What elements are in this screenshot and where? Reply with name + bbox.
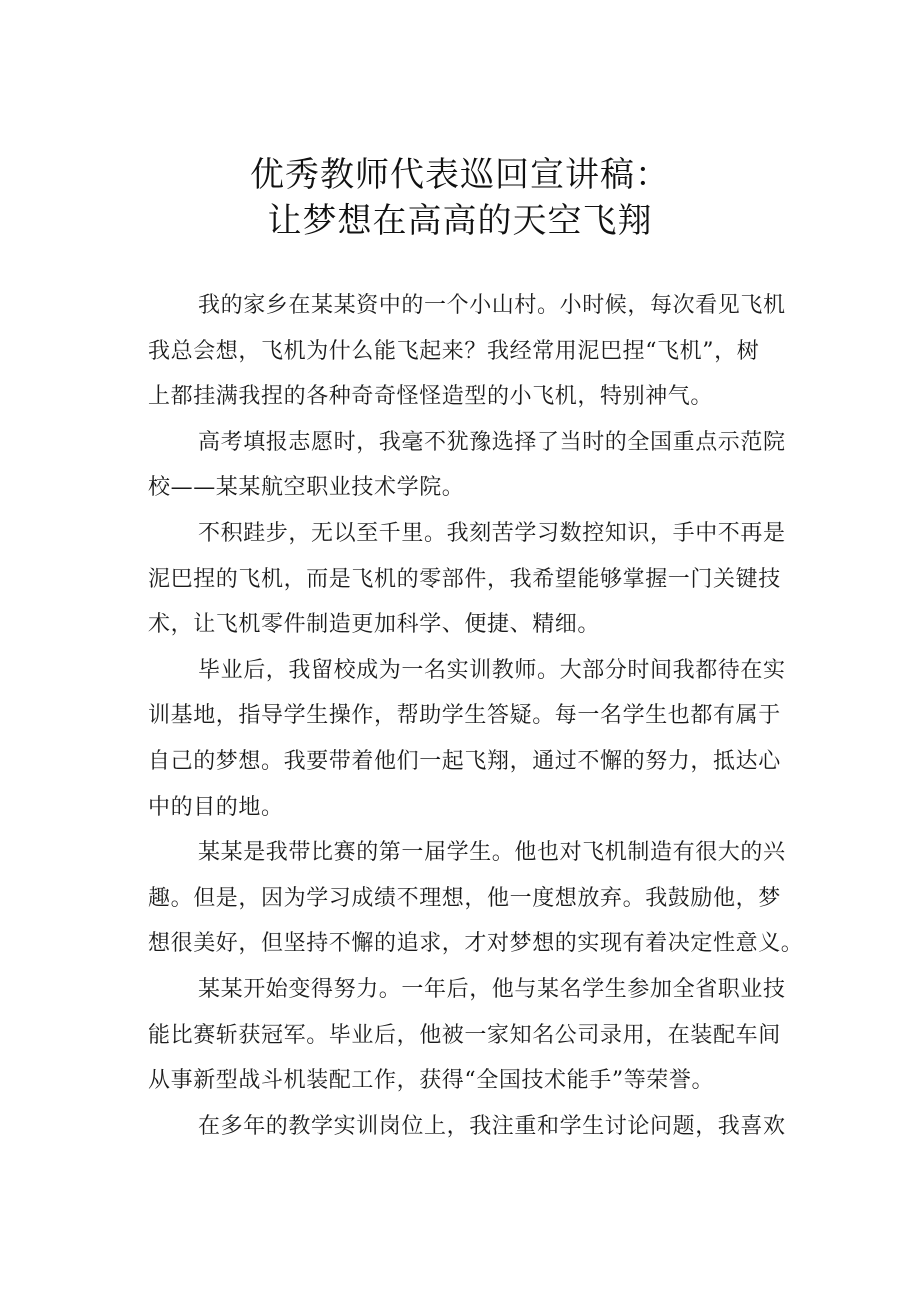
text-line: 泥巴捏的飞机，而是飞机的零部件，我希望能够掌握一门关键技	[148, 566, 781, 592]
text-line: 我总会想，飞机为什么能飞起来？我经常用泥巴捏“飞机”，树	[148, 338, 760, 364]
title-line-2: 让梦想在高高的天空飞翔	[267, 201, 653, 241]
text-line: 不积跬步，无以至千里。我刻苦学习数控知识，手中不再是	[198, 520, 786, 546]
text-line: 能比赛斩获冠军。毕业后，他被一家知名公司录用，在装配车间	[148, 1022, 781, 1048]
text-line: 从事新型战斗机装配工作，获得“全国技术能手”等荣誉。	[148, 1068, 715, 1094]
text-line: 中的目的地。	[148, 794, 284, 820]
text-line: 高考填报志愿时，我毫不犹豫选择了当时的全国重点示范院	[198, 429, 786, 455]
text-line: 趣。但是，因为学习成绩不理想，他一度想放弃。我鼓励他，梦	[148, 885, 781, 911]
text-line: 我的家乡在某某资中的一个小山村。小时候，每次看见飞机	[198, 293, 786, 318]
text-line: 术，让飞机零件制造更加科学、便捷、精细。	[148, 612, 601, 638]
document-body	[148, 283, 808, 1149]
text-line: 校——某某航空职业技术学院。	[148, 475, 465, 501]
title-line-1: 优秀教师代表巡回宣讲稿：	[250, 155, 670, 195]
document-title	[0, 152, 920, 244]
text-line: 上都挂满我捏的各种奇奇怪怪造型的小飞机，特别神气。	[148, 384, 714, 410]
text-line: 想很美好，但坚持不懈的追求，才对梦想的实现有着决定性意义。	[148, 931, 804, 957]
text-line: 毕业后，我留校成为一名实训教师。大部分时间我都待在实	[198, 657, 786, 683]
text-line: 某某是我带比赛的第一届学生。他也对飞机制造有很大的兴	[198, 840, 786, 866]
text-line: 自己的梦想。我要带着他们一起飞翔，通过不懈的努力，抵达心	[148, 748, 781, 774]
text-line: 训基地，指导学生操作，帮助学生答疑。每一名学生也都有属于	[148, 703, 781, 729]
text-line: 在多年的教学实训岗位上，我注重和学生讨论问题，我喜欢	[198, 1113, 786, 1139]
text-line: 某某开始变得努力。一年后，他与某名学生参加全省职业技	[198, 976, 786, 1002]
